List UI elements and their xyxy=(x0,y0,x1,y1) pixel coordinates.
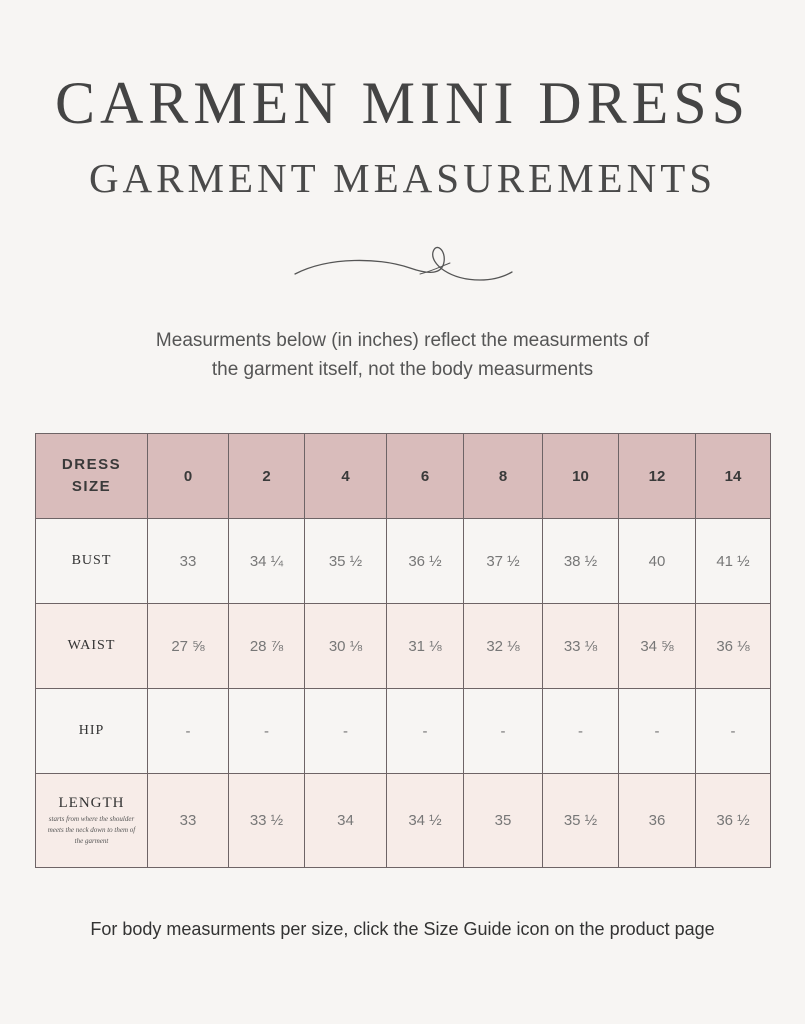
row-label-waist: WAIST xyxy=(36,604,148,689)
table-cell: 36 ½ xyxy=(696,774,771,868)
table-header-row xyxy=(36,434,771,519)
dress-size-label-line2: SIZE xyxy=(71,478,112,495)
size-header-cell: 6 xyxy=(387,434,464,519)
table-cell: 34 ½ xyxy=(387,774,464,868)
table-cell: 33 xyxy=(148,774,229,868)
size-header-cell: 14 xyxy=(696,434,771,519)
table-cell: 34 ¼ xyxy=(229,519,305,604)
size-table xyxy=(35,433,771,868)
table-cell: 41 ½ xyxy=(696,519,771,604)
table-cell: 33 ⅛ xyxy=(543,604,619,689)
size-header-cell: 8 xyxy=(464,434,543,519)
page-subtitle: GARMENT MEASUREMENTS xyxy=(88,155,717,201)
row-label-length-cell xyxy=(36,774,148,868)
table-cell: 33 ½ xyxy=(229,774,305,868)
table-cell: 36 xyxy=(619,774,696,868)
row-label-bust: BUST xyxy=(36,519,148,604)
row-label-length: LENGTH xyxy=(58,794,125,811)
dress-size-header xyxy=(36,434,148,519)
table-cell: 31 ⅛ xyxy=(387,604,464,689)
row-label-hip: HIP xyxy=(36,689,148,774)
table-cell: 34 ⅝ xyxy=(619,604,696,689)
table-cell: 35 ½ xyxy=(305,519,387,604)
table-cell: 36 ⅛ xyxy=(696,604,771,689)
table-cell: 30 ⅛ xyxy=(305,604,387,689)
size-header-cell: 12 xyxy=(619,434,696,519)
footer-note: For body measurments per size, click the Size Guide icon on the product page xyxy=(90,919,715,939)
table-cell: 28 ⅞ xyxy=(229,604,305,689)
table-cell: - xyxy=(619,689,696,774)
table-cell: - xyxy=(464,689,543,774)
table-row-bust xyxy=(36,519,771,604)
page-title: CARMEN MINI DRESS xyxy=(54,70,751,136)
length-note: starts from where the shoulder meets the neck down to them of the garment xyxy=(47,814,136,845)
table-cell: - xyxy=(229,689,305,774)
table-cell: 27 ⅝ xyxy=(148,604,229,689)
table-cell: 35 xyxy=(464,774,543,868)
note-line-2: the garment itself, not the body measurments xyxy=(211,359,594,380)
table-cell: - xyxy=(148,689,229,774)
table-cell: - xyxy=(543,689,619,774)
size-header-cell: 0 xyxy=(148,434,229,519)
table-row-waist xyxy=(36,604,771,689)
table-cell: - xyxy=(696,689,771,774)
size-header-cell: 2 xyxy=(229,434,305,519)
table-row-hip xyxy=(36,689,771,774)
table-cell: 35 ½ xyxy=(543,774,619,868)
dress-size-label-line1: DRESS xyxy=(61,456,122,473)
table-cell: 33 xyxy=(148,519,229,604)
flourish-ornament-icon xyxy=(290,238,520,288)
table-cell: - xyxy=(387,689,464,774)
note-line-1: Measurments below (in inches) reflect the measurments of xyxy=(155,330,650,351)
size-header-cell: 4 xyxy=(305,434,387,519)
table-cell: 40 xyxy=(619,519,696,604)
table-cell: 36 ½ xyxy=(387,519,464,604)
table-cell: 32 ⅛ xyxy=(464,604,543,689)
table-row-length xyxy=(36,774,771,868)
table-cell: 37 ½ xyxy=(464,519,543,604)
measurement-note xyxy=(100,326,705,384)
table-cell: 34 xyxy=(305,774,387,868)
size-header-cell: 10 xyxy=(543,434,619,519)
table-cell: - xyxy=(305,689,387,774)
table-cell: 38 ½ xyxy=(543,519,619,604)
